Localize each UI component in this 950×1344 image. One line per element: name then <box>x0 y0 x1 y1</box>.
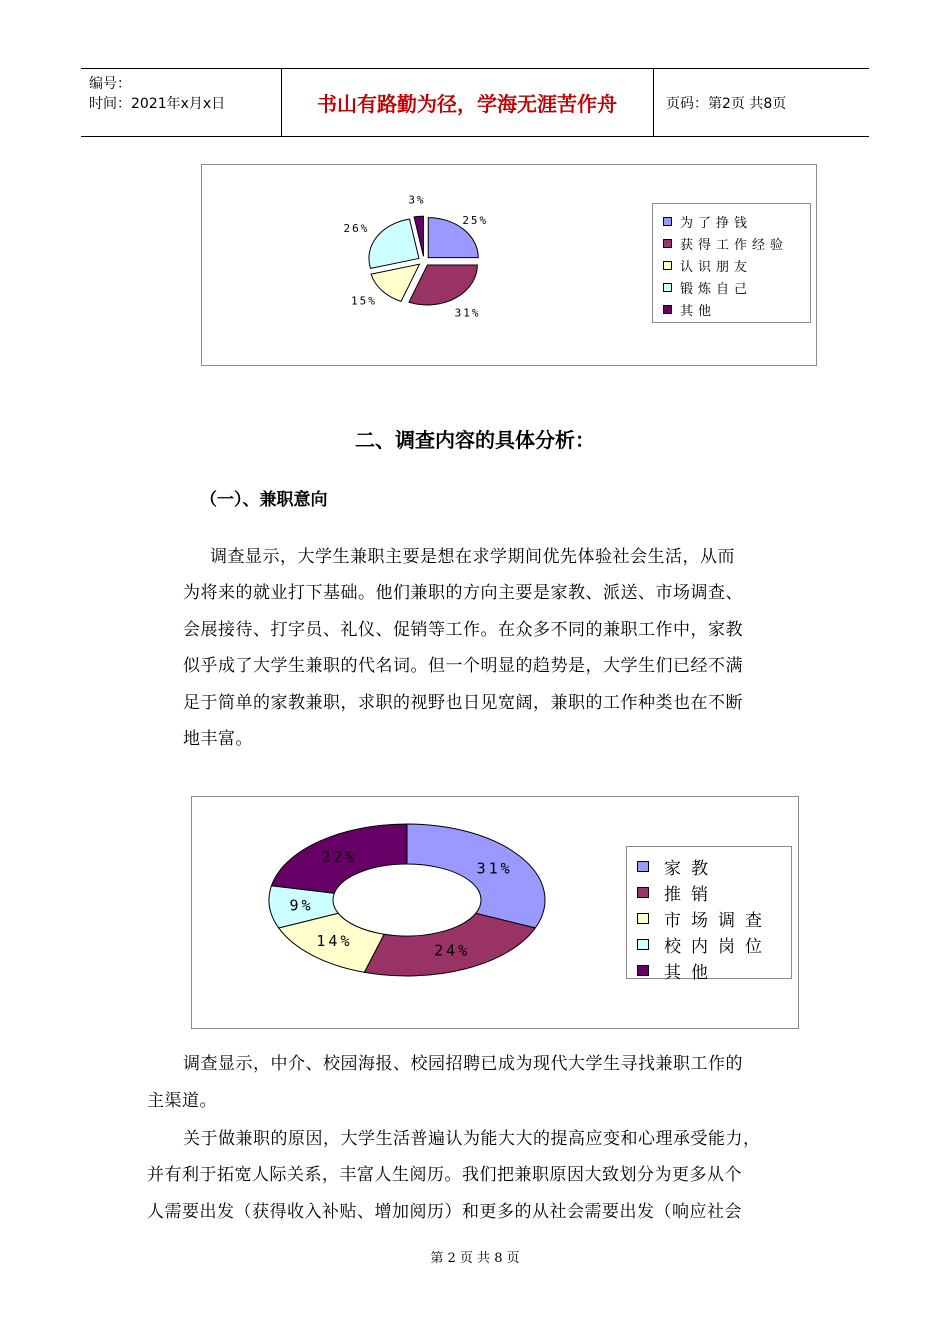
legend-label: 其他 <box>680 303 717 319</box>
legend-item <box>637 957 791 983</box>
pie-label: 15% <box>351 294 377 308</box>
legend-item <box>637 905 791 931</box>
legend-label: 校内岗位 <box>664 936 772 957</box>
legend-label: 市场调查 <box>664 910 772 931</box>
page-footer: 第 2 页 共 8 页 <box>430 1251 520 1266</box>
legend-label: 推销 <box>664 884 718 905</box>
legend-swatch <box>637 965 649 976</box>
legend-swatch <box>637 887 649 898</box>
paragraph-line: 地丰富。 <box>183 729 253 749</box>
legend-swatch <box>663 217 672 226</box>
legend-label: 为了挣钱 <box>680 215 753 231</box>
paragraph-line: 调查显示，大学生兼职主要是想在求学期间优先体验社会生活，从而 <box>210 547 735 567</box>
legend-item <box>663 210 810 232</box>
header-motto: 书山有路勤为径，学海无涯苦作舟 <box>281 69 654 136</box>
paragraph-line: 为将来的就业打下基础。他们兼职的方向主要是家教、派送、市场调查、 <box>183 583 743 603</box>
chart-2-legend <box>626 846 792 983</box>
legend-swatch <box>637 939 649 950</box>
legend-swatch <box>637 861 649 872</box>
donut-label: 24% <box>434 941 471 960</box>
legend-swatch <box>663 261 672 270</box>
legend-label: 认识朋友 <box>680 259 753 275</box>
paragraph-line: 关于做兼职的原因，大学生活普遍认为能大大的提高应变和心理承受能力， <box>183 1129 761 1149</box>
paragraph-line: 调查显示，中介、校园海报、校园招聘已成为现代大学生寻找兼职工作的 <box>183 1054 743 1074</box>
header-date-label: 时间：2021年x月x日 <box>89 96 226 112</box>
legend-swatch <box>637 913 649 924</box>
legend-swatch <box>663 239 672 248</box>
paragraph-line: 并有利于拓宽人际关系，丰富人生阅历。我们把兼职原因大致划分为更多从个 <box>147 1165 742 1185</box>
chart-1-legend <box>652 203 811 323</box>
pie-slice-4 <box>369 219 419 268</box>
legend-item <box>637 931 791 957</box>
donut-label: 31% <box>476 859 513 878</box>
legend-label: 家教 <box>664 858 718 879</box>
legend-item <box>663 276 810 298</box>
header-meta-cell <box>81 69 282 136</box>
legend-swatch <box>663 305 672 314</box>
subsection-title: （一）、兼职意向 <box>200 490 328 510</box>
pie-slice-2 <box>409 265 477 305</box>
page-header <box>81 68 869 137</box>
legend-label: 锻炼自己 <box>680 281 753 297</box>
chart-1-frame <box>201 164 817 366</box>
paragraph-line: 足于简单的家教兼职，求职的视野也日见宽阔，兼职的工作种类也在不断 <box>183 693 743 713</box>
paragraph-line: 人需要出发（获得收入补贴、增加阅历）和更多的从社会需要出发（响应社会 <box>147 1202 742 1222</box>
chart-2-frame <box>191 796 799 1029</box>
legend-item <box>637 879 791 905</box>
legend-item <box>663 254 810 276</box>
pie-label: 3% <box>408 193 426 207</box>
legend-label: 其他 <box>664 962 718 983</box>
legend-swatch <box>663 283 672 292</box>
paragraph-line: 会展接待、打字员、礼仪、促销等工作。在众多不同的兼职工作中，家教 <box>183 620 743 640</box>
pie-label: 31% <box>454 306 481 320</box>
header-page-label: 页码：第2页 共8页 <box>666 95 787 112</box>
header-number-label: 编号： <box>89 76 131 92</box>
donut-label: 14% <box>316 931 353 950</box>
legend-item <box>663 232 810 254</box>
pie-label: 25% <box>462 213 489 227</box>
section-title: 二、调查内容的具体分析： <box>355 428 595 452</box>
paragraph-line: 主渠道。 <box>147 1091 217 1111</box>
legend-item <box>637 853 791 879</box>
paragraph-line: 似乎成了大学生兼职的代名词。但一个明显的趋势是，大学生们已经不满 <box>183 656 743 676</box>
donut-label: 9% <box>289 896 314 915</box>
pie-label: 26% <box>343 221 370 235</box>
donut-label: 22% <box>321 847 358 866</box>
legend-label: 获得工作经验 <box>680 237 789 253</box>
legend-item <box>663 298 810 320</box>
